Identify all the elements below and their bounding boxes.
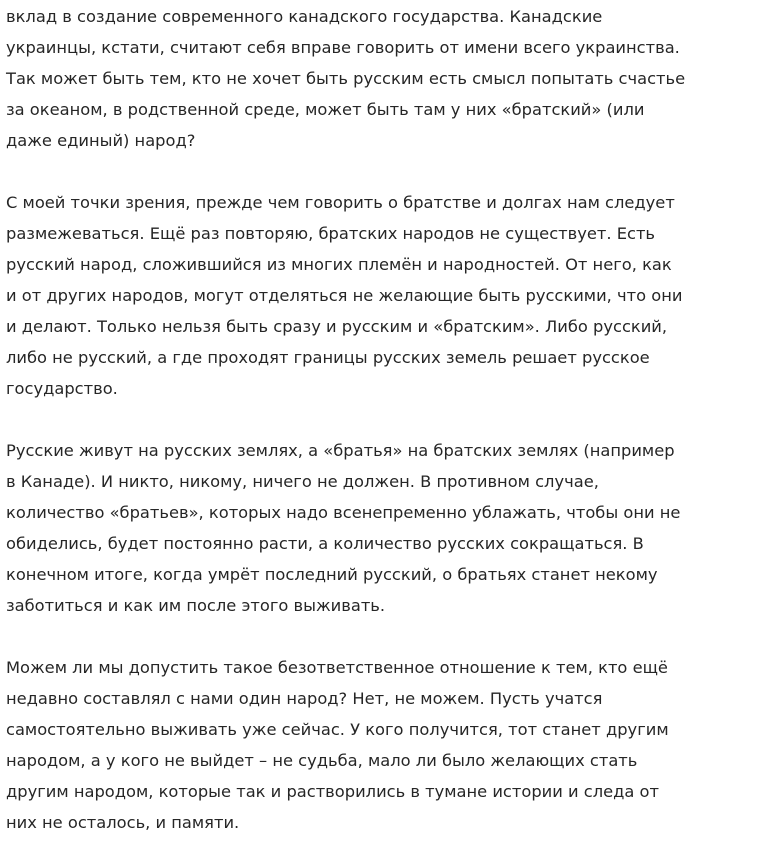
text-line: народом, а у кого не выйдет – не судьба, мало ли было желающих стать — [6, 751, 638, 770]
paragraph-lands — [6, 435, 777, 621]
text-line: либо не русский, а где проходят границы русских земель решает русское — [6, 348, 650, 367]
text-line: заботиться и как им после этого выживать. — [6, 596, 386, 615]
text-line: русский народ, сложившийся из многих племён и народностей. От него, как — [6, 255, 672, 274]
text-line: Русские живут на русских землях, а «братья» на братских землях (например — [6, 441, 675, 460]
text-line: за океаном, в родственной среде, может быть там у них «братский» (или — [6, 100, 645, 119]
text-line: самостоятельно выживать уже сейчас. У кого получится, тот станет другим — [6, 720, 669, 739]
text-line: в Канаде). И никто, никому, ничего не должен. В противном случае, — [6, 472, 599, 491]
text-line: другим народом, которые так и растворились в тумане истории и следа от — [6, 782, 659, 801]
text-line: украинцы, кстати, считают себя вправе говорить от имени всего украинства. — [6, 38, 680, 57]
text-line: вклад в создание современного канадского государства. Канадские — [6, 7, 603, 26]
text-line: недавно составлял с нами один народ? Нет, не можем. Пусть учатся — [6, 689, 603, 708]
text-line: Так может быть тем, кто не хочет быть русским есть смысл попытать счастье — [6, 69, 686, 88]
paragraph-brotherhood — [6, 187, 777, 404]
text-line: и от других народов, могут отделяться не желающие быть русскими, что они — [6, 286, 683, 305]
text-line: конечном итоге, когда умрёт последний русский, о братьях станет некому — [6, 565, 658, 584]
text-line: Можем ли мы допустить такое безответственное отношение к тем, кто ещё — [6, 658, 668, 677]
text-line: С моей точки зрения, прежде чем говорить о братстве и долгах нам следует — [6, 193, 675, 212]
paragraph-canada — [6, 1, 777, 156]
text-line: и делают. Только нельзя быть сразу и русским и «братским». Либо русский, — [6, 317, 668, 336]
article-body — [6, 1, 777, 838]
text-line: даже единый) народ? — [6, 131, 196, 150]
paragraph-conclusion — [6, 652, 777, 838]
text-line: них не осталось, и памяти. — [6, 813, 240, 832]
text-line: государство. — [6, 379, 118, 398]
text-line: обиделись, будет постоянно расти, а количество русских сокращаться. В — [6, 534, 644, 553]
text-line: размежеваться. Ещё раз повторяю, братских народов не существует. Есть — [6, 224, 656, 243]
text-line: количество «братьев», которых надо всенепременно ублажать, чтобы они не — [6, 503, 681, 522]
